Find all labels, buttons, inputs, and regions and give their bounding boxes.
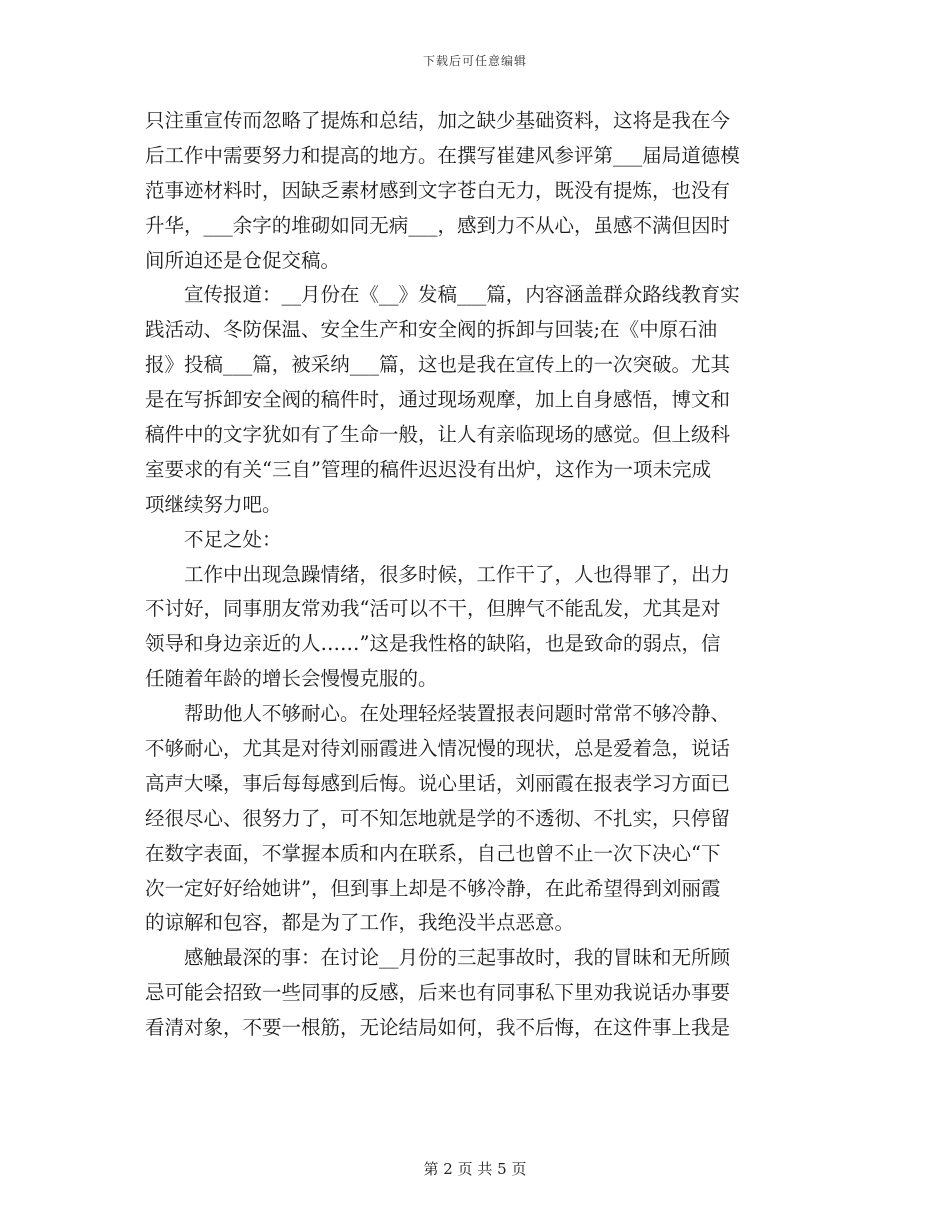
text-line: 不讨好，同事朋友常劝我“活可以不干，但脾气不能乱发，尤其是对 <box>145 597 721 621</box>
section-heading: 不足之处： <box>184 527 282 551</box>
text-line: 范事迹材料时，因缺乏素材感到文字苍白无力，既没有提炼，也没有 <box>145 178 731 202</box>
document-body <box>145 104 805 1046</box>
text-line: 室要求的有关“三自”管理的稿件迟迟没有出炉，这作为一项未完成 <box>145 457 711 481</box>
text-line: 不够耐心，尤其是对待刘丽霞进入情况慢的现状，总是爱着急，说话 <box>145 737 731 761</box>
text-line: 升华，___余字的堆砌如同无病___，感到力不从心，虽感不满但因时 <box>145 213 731 237</box>
text-line: 稿件中的文字犹如有了生命一般，让人有亲临现场的感觉。但上级科 <box>145 423 731 447</box>
text-line: 报》投稿___篇，被采纳___篇，这也是我在宣传上的一次突破。尤其 <box>145 353 731 377</box>
paragraph-start-line: 工作中出现急躁情绪，很多时候，工作干了，人也得罪了，出力 <box>184 562 731 586</box>
text-line: 领导和身边亲近的人……”这是我性格的缺陷，也是致命的弱点，信 <box>145 632 721 656</box>
text-line: 间所迫还是仓促交稿。 <box>145 248 341 272</box>
paragraph-start-line: 感触最深的事：在讨论__月份的三起事故时，我的冒昧和无所顾 <box>184 946 731 970</box>
paragraph-start-line: 宣传报道：__月份在《__》发稿___篇，内容涵盖群众路线教育实 <box>184 283 740 307</box>
text-line: 项继续努力吧。 <box>145 492 282 516</box>
text-line: 的谅解和包容，都是为了工作，我绝没半点恶意。 <box>145 911 575 935</box>
page-header: 下载后可任意编辑 <box>422 54 527 68</box>
text-line: 忌可能会招致一些同事的反感，后来也有同事私下里劝我说话办事要 <box>145 981 731 1005</box>
text-line: 看清对象，不要一根筋，无论结局如何，我不后悔，在这件事上我是 <box>145 1016 731 1040</box>
text-line: 高声大嗓，事后每每感到后悔。说心里话，刘丽霞在报表学习方面已 <box>145 771 731 795</box>
text-line: 后工作中需要努力和提高的地方。在撰写崔建风参评第___届局道德模 <box>145 143 740 167</box>
text-line: 任随着年龄的增长会慢慢克服的。 <box>145 667 438 691</box>
paragraph-start-line: 帮助他人不够耐心。在处理轻烃装置报表问题时常常不够冷静、 <box>184 702 731 726</box>
text-line: 经很尽心、很努力了，可不知怎地就是学的不透彻、不扎实，只停留 <box>145 806 731 830</box>
text-line: 是在写拆卸安全阀的稿件时，通过现场观摩，加上自身感悟，博文和 <box>145 388 731 412</box>
page-number: 第 2 页 共 5 页 <box>423 1160 527 1178</box>
text-line: 只注重宣传而忽略了提炼和总结，加之缺少基础资料，这将是我在今 <box>145 109 731 132</box>
text-line: 践活动、冬防保温、安全生产和安全阀的拆卸与回装;在《中原石油 <box>145 318 718 342</box>
text-line: 次一定好好给她讲”，但到事上却是不够冷静，在此希望得到刘丽霞 <box>145 876 721 900</box>
text-line: 在数字表面，不掌握本质和内在联系，自己也曾不止一次下决心“下 <box>145 841 721 865</box>
